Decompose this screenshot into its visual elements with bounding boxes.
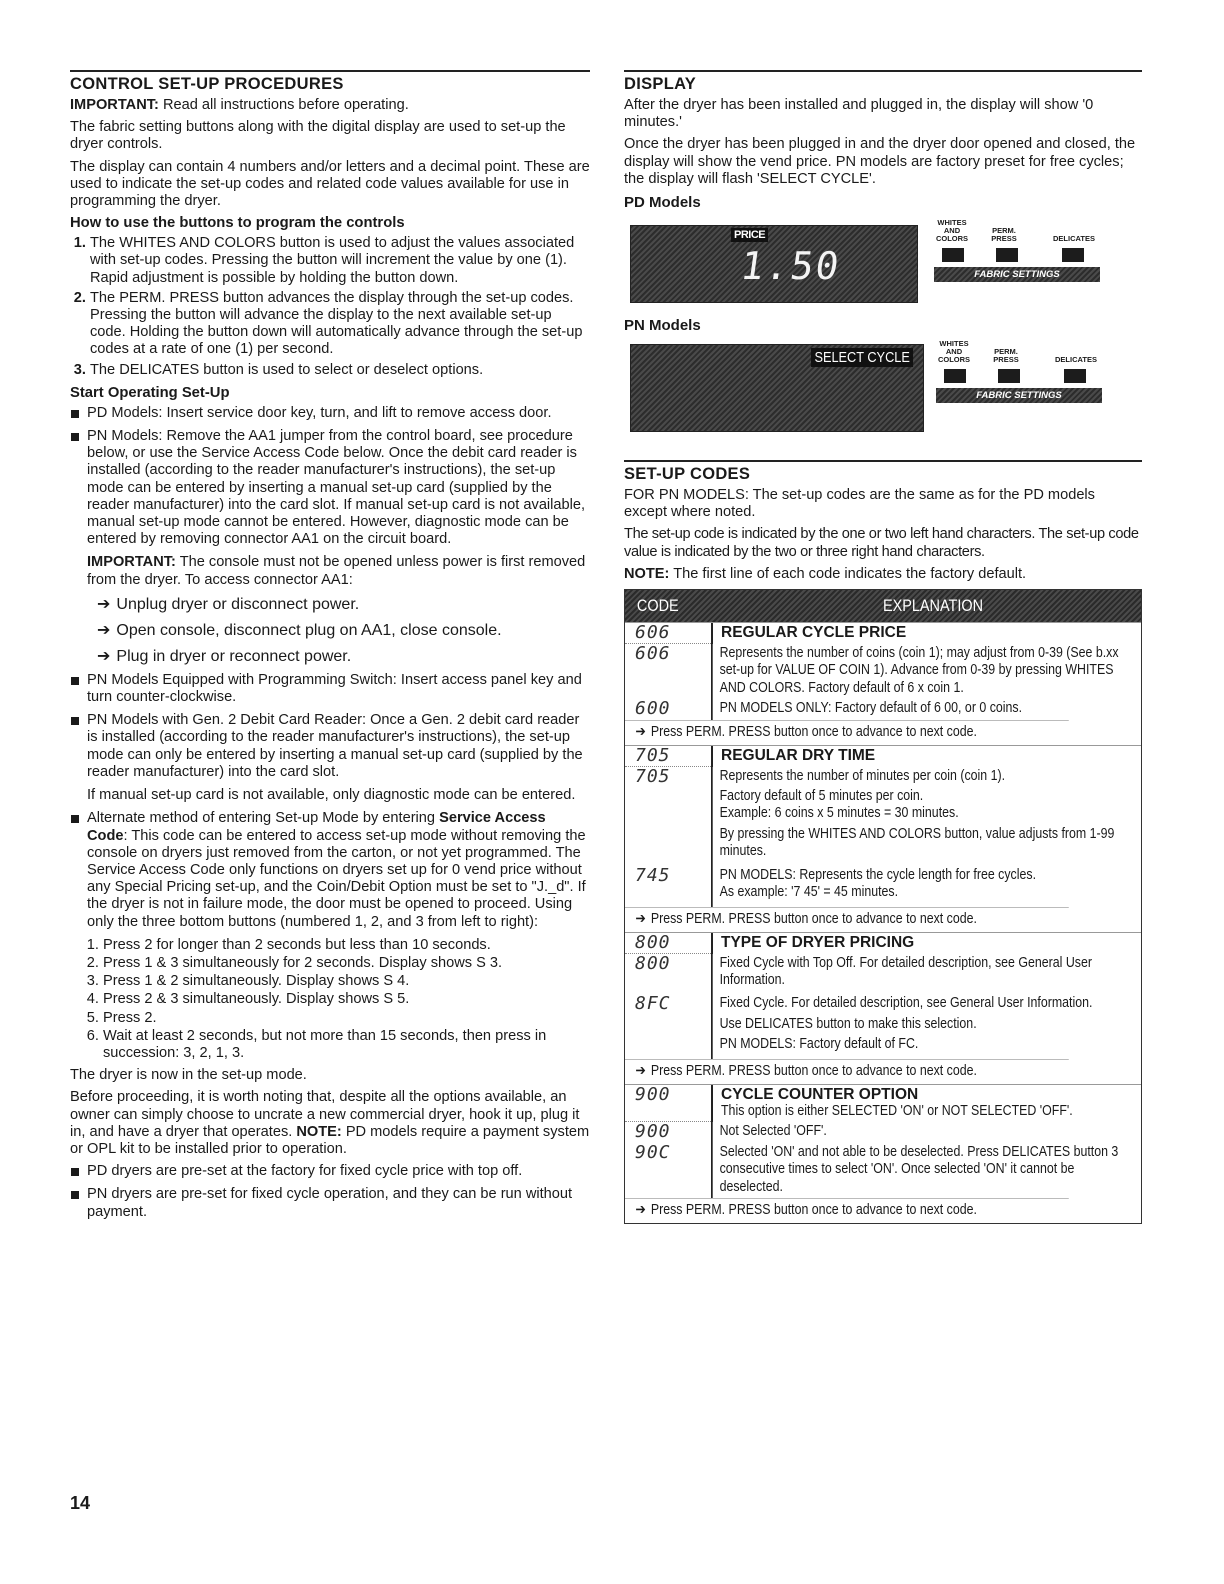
display-paragraph-1: After the dryer has been installed and plugged in, the display will show '0 minutes.' bbox=[624, 97, 1094, 131]
press-instruction: ➔ Press PERM. PRESS button once to advance to next code. bbox=[625, 907, 1069, 932]
code-value: 705 bbox=[635, 765, 671, 787]
how-to-title: How to use the buttons to program the controls bbox=[70, 215, 405, 232]
service-code-steps bbox=[70, 937, 590, 1062]
table-row bbox=[625, 767, 1141, 866]
display-paragraph-2: Once the dryer has been plugged in and the dryer door opened and closed, the display will show the vend price. PN models are factory preset for free cycles; the display will flash 'SELECT CYCLE'. bbox=[624, 136, 1136, 187]
list-item: 6. Wait at least 2 seconds, but not more than 15 seconds, then press in succession: 3, 2, 1, 3. bbox=[103, 1028, 590, 1062]
setup-codes-table bbox=[624, 589, 1142, 1224]
arrow-right-icon: ➔ bbox=[635, 1062, 646, 1079]
setup-paragraph-1: FOR PN MODELS: The set-up codes are the same as for the PD models except where noted. bbox=[624, 487, 1095, 521]
arrow-right-icon: ➔ bbox=[97, 647, 111, 665]
arrow-right-icon: ➔ bbox=[97, 595, 111, 613]
code-value: 8FC bbox=[635, 993, 671, 1015]
table-row bbox=[625, 866, 1141, 907]
code-explanation: Represents the number of coins (coin 1); may adjust from 0-39 (See b.xx set-up for VALUE OF COIN 1). Advance from 0-39 by pressing WHITES AND COLORS. Factory default of 6 x coin 1. bbox=[711, 644, 1141, 699]
intro-paragraph-2: The display can contain 4 numbers and/or letters and a decimal point. These are used to indicate the set-up codes and related code values available for use in programming the dryer. bbox=[70, 158, 590, 210]
setup-codes-title: SET-UP CODES bbox=[624, 460, 1142, 484]
setup-paragraph-2: The set-up code is indicated by the one or two left hand characters. The set-up code value is indicated by the two or three right hand characters. bbox=[624, 526, 1139, 560]
table-row bbox=[625, 1143, 1141, 1198]
perm-press-button[interactable] bbox=[996, 248, 1018, 262]
explanation-column-header: EXPLANATION bbox=[882, 596, 984, 616]
pn-models-label: PN Models bbox=[624, 317, 701, 335]
delicates-button[interactable] bbox=[1062, 248, 1084, 262]
delicates-button[interactable] bbox=[1064, 369, 1086, 383]
code-value: 705 bbox=[625, 746, 711, 767]
list-item: PN Models with Gen. 2 Debit Card Reader: Once a Gen. 2 debit card reader is installed (according to the reader manufacturer's instructions), the set-up mode can only be entered by inserting a manual set-up card (supplied by the reader manufacturer) into the card slot. If manual set-up card is not available, only diagnostic mode can be entered. bbox=[70, 712, 590, 804]
arrow-right-icon: ➔ bbox=[97, 621, 111, 639]
list-item: 2. The PERM. PRESS button advances the display through the set-up codes. Pressing the button will advance the display to the next available set-up code. Holding the button down will automatically advance through the set-up codes at a rate of one (1) per second. bbox=[90, 290, 590, 359]
code-value: 600 bbox=[635, 698, 671, 720]
start-setup-list bbox=[70, 405, 590, 549]
pn-model-list bbox=[70, 672, 590, 931]
code-value: 606 bbox=[635, 643, 671, 665]
delicates-label: DELICATES bbox=[1053, 234, 1095, 244]
whites-colors-button[interactable] bbox=[944, 369, 966, 383]
preset-list bbox=[70, 1163, 590, 1221]
perm-press-button[interactable] bbox=[998, 369, 1020, 383]
display-title: DISPLAY bbox=[624, 70, 1142, 94]
code-heading: TYPE OF DRYER PRICING bbox=[711, 933, 1141, 954]
table-row bbox=[625, 932, 1141, 954]
list-item: PN Models Equipped with Programming Switch: Insert access panel key and turn counter-clockwise. bbox=[70, 672, 590, 706]
table-row bbox=[625, 1122, 1141, 1142]
code-heading: REGULAR DRY TIME bbox=[711, 746, 1141, 767]
list-item: 3. Press 1 & 2 simultaneously. Display shows S 4. bbox=[103, 973, 590, 990]
code-column-header: CODE bbox=[636, 596, 679, 616]
list-item: PD dryers are pre-set at the factory for fixed cycle price with top off. bbox=[70, 1163, 590, 1180]
start-setup-title: Start Operating Set-Up bbox=[70, 384, 230, 401]
pd-fabric-buttons bbox=[934, 218, 1100, 282]
code-explanation: Fixed Cycle. For detailed description, see General User Information. Use DELICATES button to make this selection. PN MODELS: Factory default of FC. bbox=[711, 994, 1141, 1058]
perm-press-label: PERM. PRESS bbox=[991, 226, 1017, 244]
select-cycle-text: SELECT CYCLE bbox=[811, 348, 913, 367]
press-instruction: ➔ Press PERM. PRESS button once to advance to next code. bbox=[625, 1198, 1069, 1223]
list-item: ➔ Unplug dryer or disconnect power. bbox=[97, 595, 360, 613]
fabric-settings-bar: FABRIC SETTINGS bbox=[934, 267, 1100, 282]
arrow-steps bbox=[70, 594, 590, 666]
console-important-note: IMPORTANT: The console must not be opened unless power is first removed from the dryer. To access connector AA1: bbox=[87, 554, 586, 588]
pn-display-panel bbox=[624, 334, 1142, 446]
list-item: PN dryers are pre-set for fixed cycle operation, and they can be run without payment. bbox=[70, 1186, 590, 1220]
how-to-list bbox=[70, 235, 590, 379]
pd-models-label: PD Models bbox=[624, 194, 701, 212]
list-item: PN Models: Remove the AA1 jumper from the control board, see procedure below, or use the Service Access Code below. Once the debit card reader is installed (according to the reader manufacturer's instructions), the set-up mode can be entered by inserting a manual set-up card (supplied by the reader manufacturer) into the card slot. If manual set-up card is not available, manual set-up mode cannot be entered. However, diagnostic mode can be entered by removing connector AA1 on the circuit board. bbox=[70, 428, 590, 548]
press-instruction: ➔ Press PERM. PRESS button once to advance to next code. bbox=[625, 720, 1069, 745]
whites-colors-label: WHITES AND COLORS bbox=[935, 218, 969, 244]
press-instruction: ➔ Press PERM. PRESS button once to advance to next code. bbox=[625, 1059, 1069, 1084]
fabric-settings-bar: FABRIC SETTINGS bbox=[936, 388, 1102, 403]
code-value: 800 bbox=[625, 933, 711, 954]
table-row bbox=[625, 644, 1141, 699]
table-row bbox=[625, 954, 1141, 995]
code-explanation: Fixed Cycle with Top Off. For detailed description, see General User Information. bbox=[711, 954, 1141, 995]
arrow-right-icon: ➔ bbox=[635, 910, 646, 927]
code-heading: REGULAR CYCLE PRICE bbox=[711, 623, 1141, 644]
table-row bbox=[625, 1084, 1141, 1123]
table-row bbox=[625, 699, 1141, 719]
setup-mode-paragraph: The dryer is now in the set-up mode. bbox=[70, 1067, 307, 1084]
list-item: Alternate method of entering Set-up Mode by entering Service Access Code: This code can be entered to access set-up mode without removing the console on dryers just removed from the carton, or not yet programmed. The Service Access Code only functions on dryers set up for 0 vend price without any Special Pricing set-up, and the Coin/Debit Option must be set to "J._d". If the dryer is not in failure mode, the door must be opened to proceed. Using only the three bottom buttons (numbered 1, 2, and 3 from left to right): bbox=[70, 810, 590, 930]
code-explanation: Selected 'ON' and not able to be deselected. Press DELICATES button 3 consecutive times to select 'ON'. Once selected 'ON' it cannot be deselected. bbox=[711, 1143, 1141, 1198]
table-row bbox=[625, 994, 1141, 1058]
list-item: 1. Press 2 for longer than 2 seconds but less than 10 seconds. bbox=[103, 937, 590, 954]
list-item: ➔ Open console, disconnect plug on AA1, close console. bbox=[97, 621, 502, 639]
code-explanation: PN MODELS: Represents the cycle length for free cycles. As example: '7 45' = 45 minutes. bbox=[711, 866, 1141, 907]
code-value: 745 bbox=[635, 864, 671, 886]
arrow-right-icon: ➔ bbox=[635, 1201, 646, 1218]
code-value: 900 bbox=[635, 1121, 671, 1143]
pd-lcd-screen bbox=[630, 225, 918, 303]
code-explanation: Represents the number of minutes per coin (coin 1). Factory default of 5 minutes per coin. Example: 6 coins x 5 minutes = 30 minutes. By pressing the WHITES AND COLORS button, value adjusts from 1-99 minutes. bbox=[711, 767, 1141, 866]
pn-fabric-buttons bbox=[936, 339, 1102, 403]
pn-lcd-screen bbox=[630, 344, 924, 432]
code-explanation: Not Selected 'OFF'. bbox=[711, 1122, 1141, 1142]
price-tag: PRICE bbox=[731, 228, 768, 242]
list-item: 5. Press 2. bbox=[103, 1010, 590, 1027]
important-note: IMPORTANT: Read all instructions before operating. bbox=[70, 97, 409, 113]
whites-colors-button[interactable] bbox=[942, 248, 964, 262]
table-header bbox=[625, 590, 1141, 622]
code-heading: CYCLE COUNTER OPTION This option is either SELECTED 'ON' or NOT SELECTED 'OFF'. bbox=[711, 1085, 1141, 1123]
whites-colors-label: WHITES AND COLORS bbox=[937, 339, 971, 365]
price-digits: 1.50 bbox=[737, 244, 844, 289]
code-value: 606 bbox=[625, 623, 711, 644]
list-item: 2. Press 1 & 3 simultaneously for 2 seconds. Display shows S 3. bbox=[103, 955, 590, 972]
code-value: 900 bbox=[625, 1085, 711, 1123]
perm-press-label: PERM. PRESS bbox=[993, 347, 1019, 365]
list-item: 3. The DELICATES button is used to select or deselect options. bbox=[90, 362, 590, 379]
before-proceeding-paragraph: Before proceeding, it is worth noting that, despite all the options available, an owner can simply choose to uncrate a new commercial dryer, hook it up, plug it in, and have a dryer that operates. NOTE: PD models require a payment system or OPL kit to be installed prior to operation. bbox=[70, 1089, 590, 1157]
table-row bbox=[625, 745, 1141, 767]
code-value: 800 bbox=[635, 952, 671, 974]
left-column bbox=[70, 70, 590, 1227]
code-value: 90C bbox=[635, 1141, 671, 1163]
list-item: 4. Press 2 & 3 simultaneously. Display shows S 5. bbox=[103, 991, 590, 1008]
control-setup-title: CONTROL SET-UP PROCEDURES bbox=[70, 70, 590, 94]
right-column bbox=[624, 70, 1142, 1224]
page-number: 14 bbox=[70, 1493, 91, 1513]
pd-display-panel bbox=[624, 211, 1142, 311]
setup-note: NOTE: The first line of each code indicates the factory default. bbox=[624, 565, 1027, 582]
delicates-label: DELICATES bbox=[1055, 355, 1097, 365]
list-item: PD Models: Insert service door key, turn, and lift to remove access door. bbox=[70, 405, 590, 422]
intro-paragraph-1: The fabric setting buttons along with the digital display are used to set-up the dryer controls. bbox=[70, 119, 566, 153]
arrow-right-icon: ➔ bbox=[635, 723, 646, 740]
table-row bbox=[625, 622, 1141, 644]
list-item: ➔ Plug in dryer or reconnect power. bbox=[97, 647, 352, 665]
list-item: 1. The WHITES AND COLORS button is used to adjust the values associated with set-up codes. Pressing the button will increment the value by one (1). Rapid adjustment is possible by holding the button down. bbox=[90, 235, 590, 287]
code-explanation: PN MODELS ONLY: Factory default of 6 00, or 0 coins. bbox=[711, 699, 1141, 719]
